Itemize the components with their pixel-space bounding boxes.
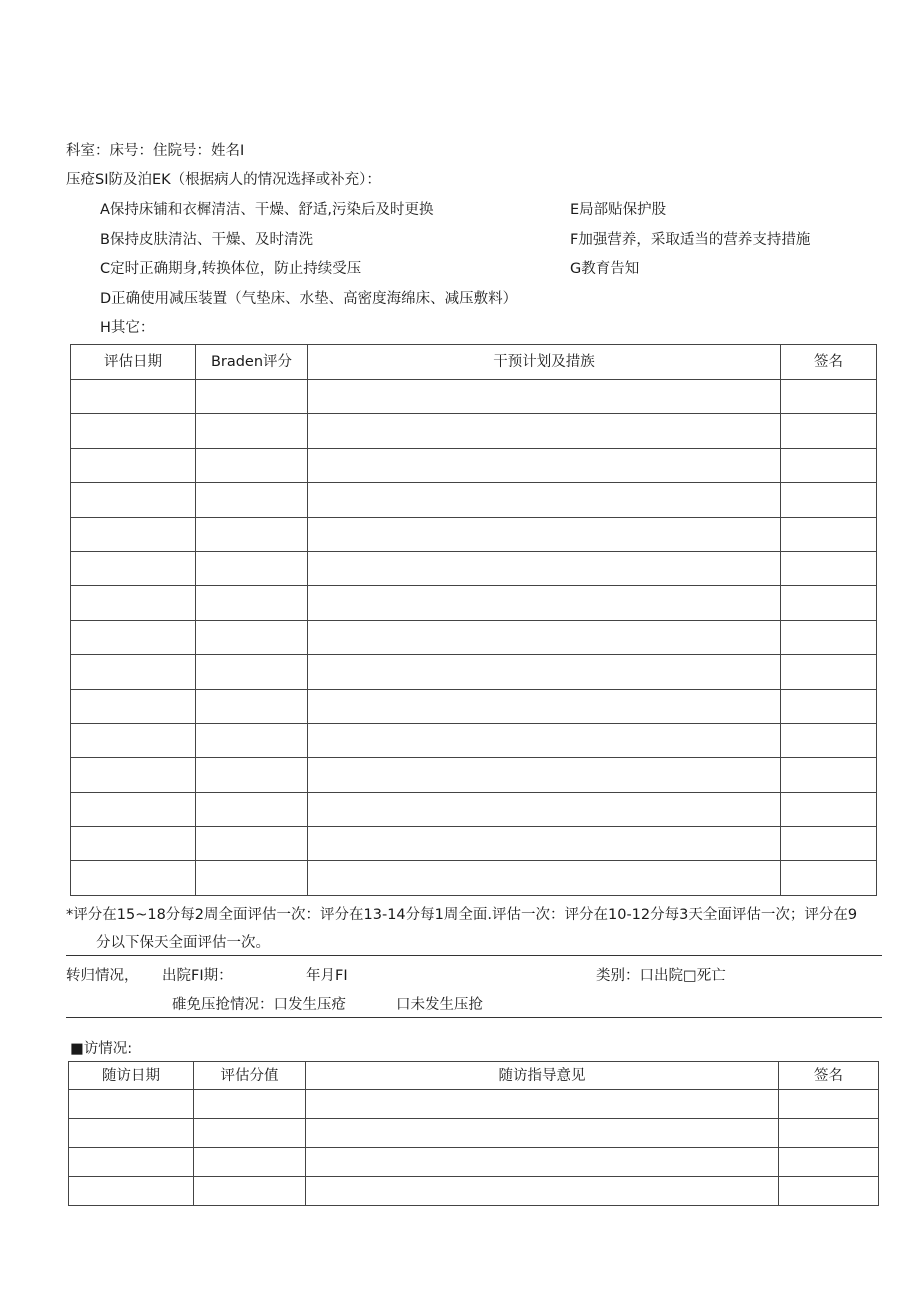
assessment-score-cell[interactable]	[196, 620, 308, 654]
followup-row	[69, 1090, 879, 1119]
assessment-signature-cell[interactable]	[781, 723, 877, 757]
followup-date-cell[interactable]	[69, 1119, 194, 1148]
assessment-plan-cell[interactable]	[308, 758, 781, 792]
assessment-date-cell[interactable]	[71, 861, 196, 895]
assessment-date-cell[interactable]	[71, 758, 196, 792]
assessment-signature-cell[interactable]	[781, 414, 877, 448]
assessment-score-cell[interactable]	[196, 483, 308, 517]
assessment-row	[71, 483, 877, 517]
assessment-plan-cell[interactable]	[308, 448, 781, 482]
assessment-signature-cell[interactable]	[781, 483, 877, 517]
discharge-date-units: 年月FI	[306, 968, 348, 984]
transfer-label: 转归情况，	[66, 968, 139, 984]
followup-score-cell[interactable]	[194, 1119, 306, 1148]
section-divider-top	[66, 955, 882, 956]
assessment-plan-cell[interactable]	[308, 551, 781, 585]
assessment-row	[71, 655, 877, 689]
header-followup-guidance: 随访指导意见	[306, 1062, 779, 1090]
measure-g: G教育告知	[570, 261, 640, 277]
measure-a: A保持床铺和衣樨清洁、干燥、舒适,污染后及时更换	[100, 202, 434, 218]
patient-info-line: 科室：床号：住院号：姓名I	[66, 143, 245, 159]
scoring-note-line1: *评分在15~18分每2周全面评估一次：评分在13-14分每1周全面.评估一次：评分在10-12分每3天全面评估一次；评分在9	[66, 907, 858, 923]
followup-table	[68, 1061, 879, 1206]
assessment-plan-cell[interactable]	[308, 586, 781, 620]
followup-score-cell[interactable]	[194, 1090, 306, 1119]
assessment-score-cell[interactable]	[196, 861, 308, 895]
assessment-score-cell[interactable]	[196, 827, 308, 861]
followup-plan-cell[interactable]	[306, 1177, 779, 1206]
followup-title: ■访情况:	[70, 1041, 133, 1057]
followup-plan-cell[interactable]	[306, 1119, 779, 1148]
header-followup-date: 随访日期	[69, 1062, 194, 1090]
assessment-date-cell[interactable]	[71, 827, 196, 861]
discharge-date-label: 出院FI期：	[162, 968, 233, 984]
assessment-date-cell[interactable]	[71, 380, 196, 414]
assessment-date-cell[interactable]	[71, 448, 196, 482]
assessment-row	[71, 448, 877, 482]
assessment-date-cell[interactable]	[71, 723, 196, 757]
assessment-plan-cell[interactable]	[308, 861, 781, 895]
assessment-header-row	[71, 345, 877, 380]
followup-signature-cell[interactable]	[779, 1090, 879, 1119]
assessment-score-cell[interactable]	[196, 758, 308, 792]
assessment-row	[71, 620, 877, 654]
measure-c: C定时正确期身,转换体位，防止持续受压	[100, 261, 362, 277]
assessment-date-cell[interactable]	[71, 689, 196, 723]
assessment-plan-cell[interactable]	[308, 689, 781, 723]
assessment-score-cell[interactable]	[196, 380, 308, 414]
followup-date-cell[interactable]	[69, 1090, 194, 1119]
followup-signature-cell[interactable]	[779, 1148, 879, 1177]
measure-h: H其它：	[100, 320, 155, 336]
assessment-signature-cell[interactable]	[781, 448, 877, 482]
followup-score-cell[interactable]	[194, 1148, 306, 1177]
scoring-note-line2: 分以下保天全面评估一次。	[96, 935, 270, 951]
assessment-date-cell[interactable]	[71, 655, 196, 689]
assessment-date-cell[interactable]	[71, 792, 196, 826]
assessment-row	[71, 414, 877, 448]
followup-row	[69, 1177, 879, 1206]
assessment-date-cell[interactable]	[71, 551, 196, 585]
followup-score-cell[interactable]	[194, 1177, 306, 1206]
assessment-signature-cell[interactable]	[781, 620, 877, 654]
category-options: 类别：口出院□死亡	[596, 968, 726, 984]
assessment-signature-cell[interactable]	[781, 655, 877, 689]
prevention-title: 压疮SI防及泊EK（根据病人的情况选择或补充）：	[66, 172, 381, 188]
assessment-signature-cell[interactable]	[781, 758, 877, 792]
assessment-signature-cell[interactable]	[781, 551, 877, 585]
assessment-plan-cell[interactable]	[308, 620, 781, 654]
followup-header-row	[69, 1062, 879, 1090]
assessment-plan-cell[interactable]	[308, 414, 781, 448]
assessment-signature-cell[interactable]	[781, 861, 877, 895]
header-assessment-date: 评估日期	[71, 345, 196, 380]
followup-plan-cell[interactable]	[306, 1090, 779, 1119]
assessment-row	[71, 586, 877, 620]
followup-plan-cell[interactable]	[306, 1148, 779, 1177]
assessment-plan-cell[interactable]	[308, 792, 781, 826]
assessment-date-cell[interactable]	[71, 620, 196, 654]
assessment-date-cell[interactable]	[71, 586, 196, 620]
assessment-row	[71, 861, 877, 895]
measure-f: F加强营养，采取适当的营养支持措施	[570, 232, 811, 248]
assessment-date-cell[interactable]	[71, 414, 196, 448]
assessment-row	[71, 792, 877, 826]
assessment-signature-cell[interactable]	[781, 827, 877, 861]
followup-signature-cell[interactable]	[779, 1119, 879, 1148]
pressure-status: 碓免压抢情况：口发生压疮	[172, 997, 346, 1013]
assessment-score-cell[interactable]	[196, 723, 308, 757]
assessment-plan-cell[interactable]	[308, 517, 781, 551]
assessment-signature-cell[interactable]	[781, 689, 877, 723]
assessment-row	[71, 551, 877, 585]
assessment-signature-cell[interactable]	[781, 517, 877, 551]
measure-b: B保持皮肤清沾、干燥、及时清洗	[100, 232, 313, 248]
followup-signature-cell[interactable]	[779, 1177, 879, 1206]
followup-date-cell[interactable]	[69, 1148, 194, 1177]
header-intervention-plan: 干预计划及措族	[308, 345, 781, 380]
assessment-row	[71, 723, 877, 757]
assessment-row	[71, 380, 877, 414]
assessment-signature-cell[interactable]	[781, 586, 877, 620]
followup-row	[69, 1148, 879, 1177]
header-assessment-score: 评估分值	[194, 1062, 306, 1090]
header-braden-score: Braden评分	[196, 345, 308, 380]
assessment-signature-cell[interactable]	[781, 380, 877, 414]
assessment-score-cell[interactable]	[196, 414, 308, 448]
assessment-date-cell[interactable]	[71, 517, 196, 551]
assessment-table	[70, 344, 877, 896]
assessment-date-cell[interactable]	[71, 483, 196, 517]
assessment-plan-cell[interactable]	[308, 483, 781, 517]
assessment-row	[71, 758, 877, 792]
assessment-score-cell[interactable]	[196, 655, 308, 689]
assessment-plan-cell[interactable]	[308, 827, 781, 861]
header-signature: 签名	[781, 345, 877, 380]
followup-date-cell[interactable]	[69, 1177, 194, 1206]
assessment-score-cell[interactable]	[196, 689, 308, 723]
assessment-score-cell[interactable]	[196, 586, 308, 620]
measure-e: E局部贴保护股	[570, 202, 667, 218]
assessment-plan-cell[interactable]	[308, 380, 781, 414]
section-divider-bottom	[66, 1017, 882, 1018]
header-followup-signature: 签名	[779, 1062, 879, 1090]
assessment-row	[71, 689, 877, 723]
assessment-row	[71, 827, 877, 861]
followup-row	[69, 1119, 879, 1148]
assessment-score-cell[interactable]	[196, 517, 308, 551]
measure-d: D正确使用减压装置（气垫床、水垫、高密度海绵床、减压敷料）	[100, 291, 518, 307]
assessment-plan-cell[interactable]	[308, 655, 781, 689]
assessment-row	[71, 517, 877, 551]
assessment-score-cell[interactable]	[196, 551, 308, 585]
assessment-plan-cell[interactable]	[308, 723, 781, 757]
assessment-score-cell[interactable]	[196, 792, 308, 826]
assessment-signature-cell[interactable]	[781, 792, 877, 826]
assessment-score-cell[interactable]	[196, 448, 308, 482]
pressure-not-occurred: 口未发生压抢	[396, 997, 483, 1013]
